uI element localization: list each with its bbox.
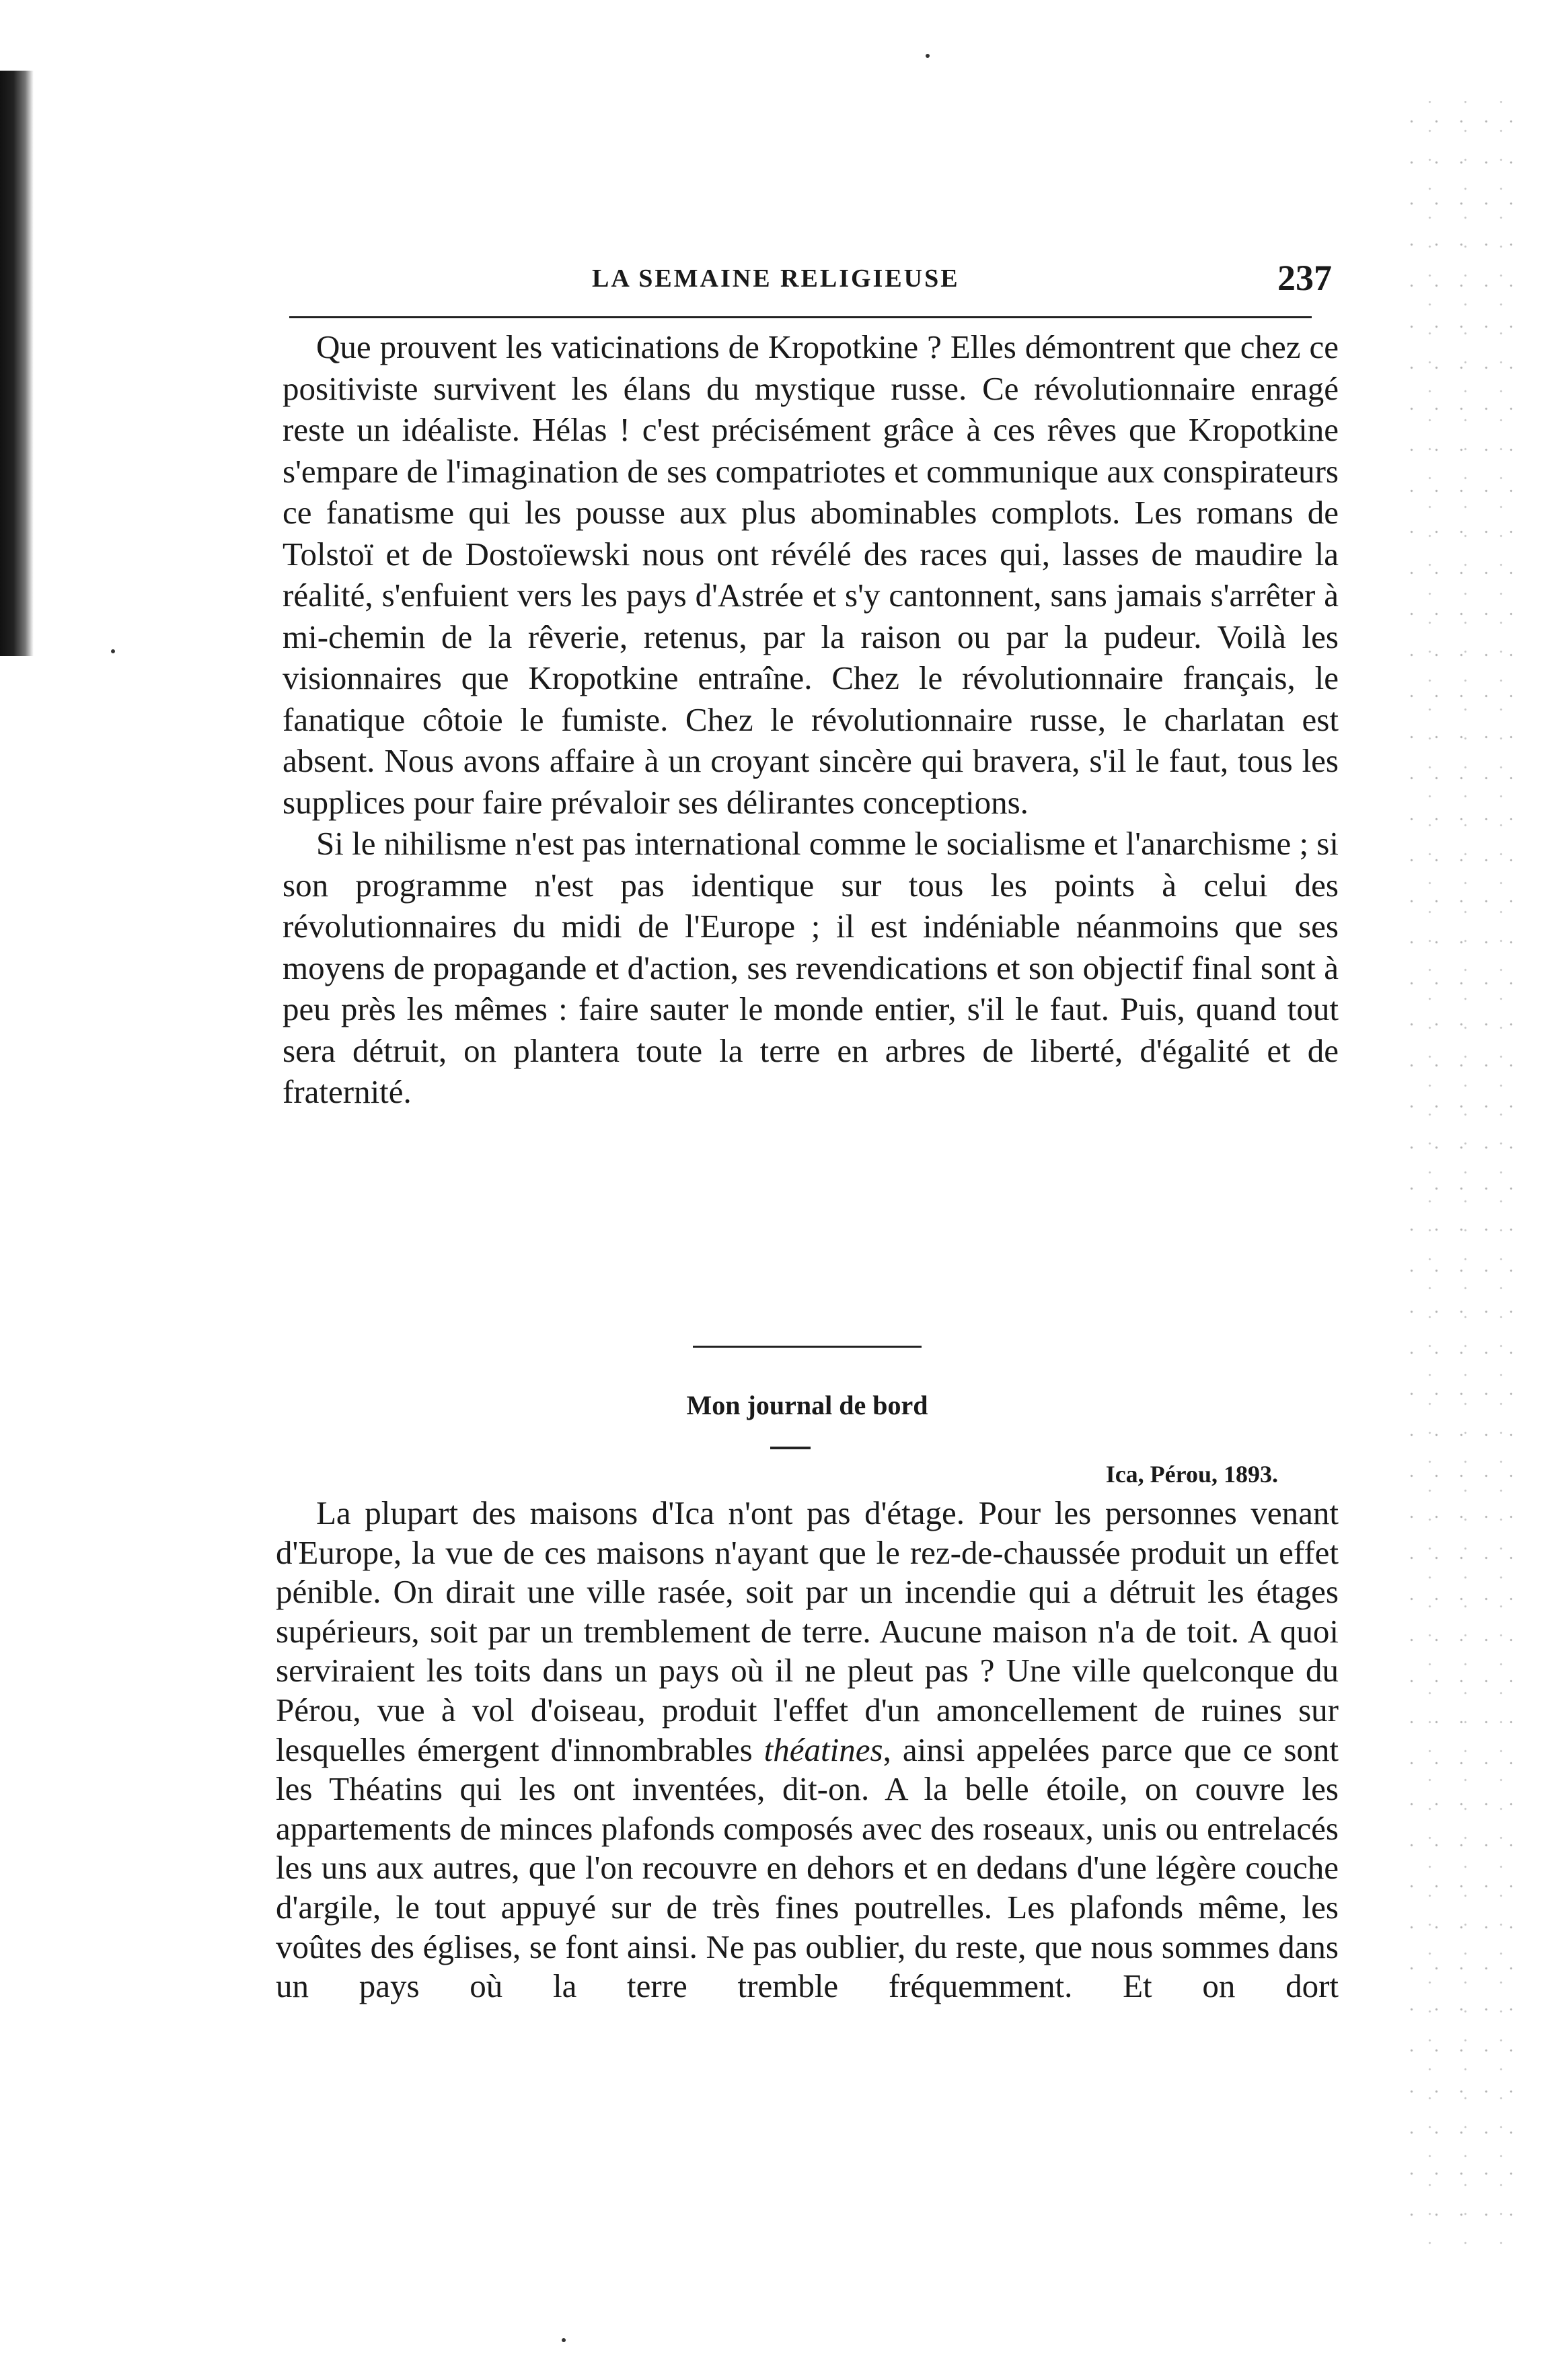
text-run: La plupart des maisons d'Ica n'ont pas d'étage. Pour les personnes venant d'Europe, la vue de ces maisons n'ayant que le rez-de-chaussée produit un effet pénible. On dirait une ville rasée, soit par un incendie qui a détruit les étages supérieurs, soit par un tremblement de terre. Aucune maison n'a de toit. A quoi serviraient les toits dans un pays où il ne pleut pas ? Une ville quelconque du Pérou, vue à vol d'oiseau, produit l'effet d'un amoncellement de ruines sur lesquelles émergent d'innombrables [276, 1494, 1339, 1768]
scan-speck [111, 649, 115, 653]
section-heading: Mon journal de bord [686, 1390, 928, 1420]
section-divider [693, 1346, 922, 1348]
running-title: LA SEMAINE RELIGIEUSE [592, 264, 960, 293]
paragraph: Que prouvent les vaticinations de Kropotkine ? Elles démontrent que chez ce positiviste survivent les élans du mystique russe. Ce révolutionnaire enragé reste un idéaliste. Hélas ! c'est précisément grâce à ces rêves que Kropotkine s'empare de l'imagination de ses compatriotes et communique aux conspirateurs ce fanatisme qui les pousse aux plus abominables complots. Les romans de Tolstoï et de Dostoïewski nous ont révélé des races qui, lasses de maudire la réalité, s'enfuient vers les pays d'Astrée et s'y cantonnent, sans jamais s'arrêter à mi-chemin de la rêverie, retenus, par la raison ou par la pudeur. Voilà les visionnaires que Kropotkine entraîne. Chez le révolutionnaire français, le fanatique côtoie le fumiste. Chez le révolutionnaire russe, le charlatan est absent. Nous avons affaire à un croyant sincère qui bravera, s'il le faut, tous les supplices pour faire prévaloir ses délirantes conceptions. [283, 328, 1339, 821]
text-run: , ainsi appelées parce que ce sont les Théatins qui les ont inventées, dit-on. A la belle étoile, on couvre les appartements de minces plafonds composés avec des roseaux, unis ou entrelacés les uns aux autres, que l'on recouvre en dehors et en dedans d'une légère couche d'argile, le tout appuyé sur de très fines poutrelles. Les plafonds même, les voûtes des églises, se font ainsi. Ne pas oublier, du reste, que nous sommes dans un pays où la terre tremble fréquemment. Et on dort [276, 1731, 1339, 2005]
paragraph: Si le nihilisme n'est pas international comme le socialisme et l'anarchisme ; si son programme n'est pas identique sur tous les points à celui des révolutionnaires du midi de l'Europe ; il est indéniable néanmoins que ses moyens de propagande et d'action, ses revendications et son objectif final sont à peu près les mêmes : faire sauter le monde entier, s'il le faut. Puis, quand tout sera détruit, on plantera toute la terre en arbres de liberté, d'égalité et de fraternité. [283, 825, 1339, 1110]
journal-body [276, 1494, 1339, 2006]
scan-speck [562, 2338, 566, 2342]
header-rule [289, 316, 1312, 318]
heading-dash [770, 1447, 811, 1449]
page-number: 237 [1277, 258, 1332, 298]
scan-binding-edge [0, 71, 34, 656]
italic-term: théatines [763, 1731, 883, 1768]
page-header [276, 257, 1339, 304]
scan-noise [1399, 101, 1534, 2254]
article-body [283, 326, 1339, 1113]
paragraph [276, 1494, 1339, 2006]
scan-speck [926, 54, 930, 58]
dateline: Ica, Pérou, 1893. [1105, 1461, 1278, 1488]
